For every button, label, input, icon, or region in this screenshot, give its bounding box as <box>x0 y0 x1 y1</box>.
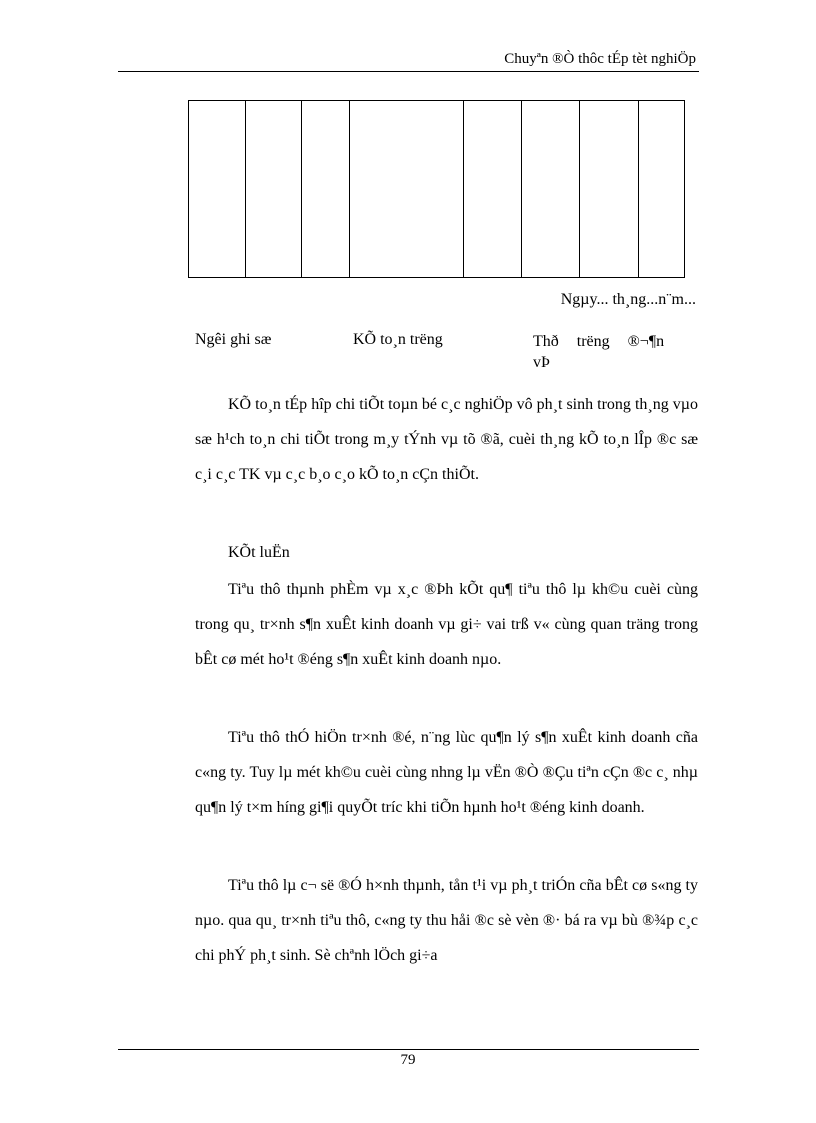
table-cell <box>639 101 685 278</box>
table-cell <box>246 101 302 278</box>
table-cell <box>522 101 580 278</box>
signature-unit-head: Thð trëng ®¬¶n vÞ <box>533 333 665 371</box>
table-row <box>189 101 685 278</box>
signature-accountant: KÕ to¸n trëng <box>353 331 443 348</box>
table-cell <box>189 101 246 278</box>
header-rule <box>118 71 699 72</box>
body-paragraph: KÕ to¸n tÉp hîp chi tiÕt toµn bé c¸c nghiÖp vô ph¸t sinh trong th¸ng vµo sæ h¹ch to¸n chi tiÕt trong m¸y tÝnh vµ tõ ®ã, cuèi th¸ng kÕ to¸n lÎp ®c sæ c¸i c¸c TK vµ c¸c b¸o c¸o kÕ to¸n cÇn thiÕt. <box>195 396 698 483</box>
date-line: Ngµy... th¸ng...n¨m... <box>560 291 696 308</box>
footer-rule <box>118 1049 699 1050</box>
body-paragraph: Tiªu thô thÓ hiÖn tr×nh ®é, n¨ng lùc qu¶n lý s¶n xuÊt kinh doanh cña c«ng ty. Tuy lµ mét kh©u cuèi cùng nhng lµ vËn ®Ò ®Çu tiªn cÇn ®c c¸ nhµ qu¶n lý t×m híng gi¶i quyÕt tríc khi tiÕn hµnh ho¹t ®éng kinh doanh. <box>195 729 698 816</box>
table-cell <box>464 101 522 278</box>
section-heading: KÕt luËn <box>228 544 290 561</box>
running-header: Chuyªn ®Ò thôc tÉp tèt nghiÖp <box>504 51 696 67</box>
signature-recorder: Ngêi ghi sæ <box>195 331 272 348</box>
body-paragraph: Tiªu thô lµ c¬ së ®Ó h×nh thµnh, tån t¹i vµ ph¸t triÓn cña bÊt cø s«ng ty nµo. qua qu¸ tr×nh tiªu thô, c«ng ty thu håi ®c sè vèn ®· bá ra vµ bù ®¾p c¸c chi phÝ ph¸t sinh. Sè chªnh lÖch gi÷a <box>195 877 698 964</box>
table-cell <box>302 101 350 278</box>
page-number: 79 <box>400 1052 416 1068</box>
body-paragraph: Tiªu thô thµnh phÈm vµ x¸c ®Þh kÕt qu¶ tiªu thô lµ kh©u cuèi cùng trong qu¸ tr×nh s¶n xuÊt kinh doanh vµ gi÷ vai trß v« cùng quan träng trong bÊt cø mét ho¹t ®éng s¶n xuÊt kinh doanh nµo. <box>195 581 698 668</box>
table-cell <box>350 101 464 278</box>
ledger-form-table <box>188 100 685 278</box>
table-cell <box>580 101 639 278</box>
